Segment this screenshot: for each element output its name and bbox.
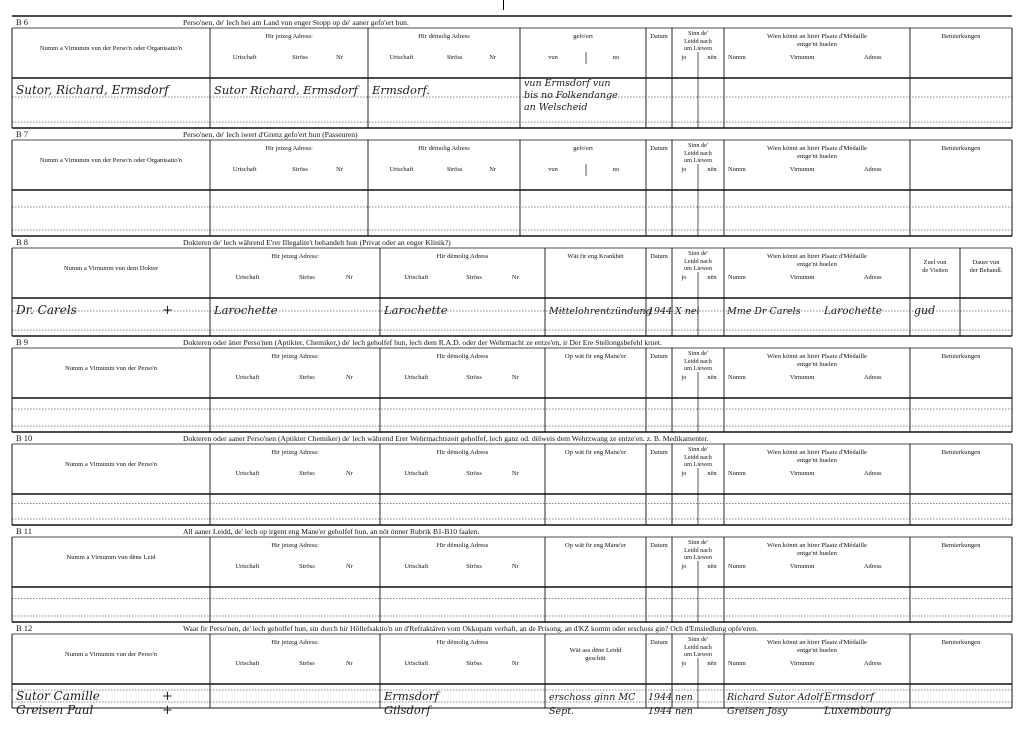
stross-label: Ströss xyxy=(446,166,463,173)
remarks-header: Bemierkungen xyxy=(941,542,981,549)
alive-header-1: Sinn de' xyxy=(688,250,708,257)
medal-header-1: Wien könnt an hirer Plaatz d'Médaille xyxy=(767,639,867,646)
date-header: Datum xyxy=(650,449,668,456)
urtschaft-label: Urtschaft xyxy=(235,274,260,281)
alive-header-1: Sinn de' xyxy=(688,350,708,357)
section-number: B 10 xyxy=(16,433,33,443)
alive-header-2: Leidd nach xyxy=(684,644,712,651)
entry-former-address: Ermsdorf xyxy=(384,689,439,703)
alive-header-2: Leidd nach xyxy=(684,38,712,45)
section-title: All aaner Leidd, de' lech op irgent eng Mane'er geholfef hun, an nöt önner Rubrik B1-B10 faalen. xyxy=(183,527,480,536)
entry-name: Sutor, Richard, Ermsdorf xyxy=(16,83,169,97)
urtschaft-label: Urtschaft xyxy=(389,54,414,61)
alive-header-2: Leidd nach xyxy=(684,454,712,461)
section-number: B 9 xyxy=(16,337,29,347)
alive-header-1: Sinn de' xyxy=(688,539,708,546)
entry-alive: X nei xyxy=(675,306,700,317)
no-label: nën xyxy=(707,374,717,381)
nr-label: Nr xyxy=(346,470,353,477)
medal-header-1: Wien könnt an hirer Plaatz d'Médaille xyxy=(767,33,867,40)
section-number: B 7 xyxy=(16,129,29,139)
former-address-header: Hir dëmolig Adress xyxy=(418,145,470,152)
section-title: Perso'nen, de' lech iwert d'Grenz gefo'ert hun (Passeuren) xyxy=(183,130,358,139)
medal-header-2: entge'nt huelen xyxy=(797,41,837,48)
date-header: Datum xyxy=(650,542,668,549)
deceased-mark: + xyxy=(162,303,173,318)
alive-header-2: Leidd nach xyxy=(684,150,712,157)
medal-firstname-label: Virnumm xyxy=(789,166,815,173)
entry-medal-name: Mme Dr Carels xyxy=(727,306,801,317)
middle-header: Wät ass dëne Leidd xyxy=(569,647,622,654)
former-address-header: Hir dëmolig Adress xyxy=(418,33,470,40)
date-header: Datum xyxy=(650,33,668,40)
urtschaft-label: Urtschaft xyxy=(235,660,260,667)
medal-firstname-label: Virnumm xyxy=(789,374,815,381)
medal-header-2: entge'nt huelen xyxy=(797,647,837,654)
nr-label: Nr xyxy=(346,374,353,381)
urtschaft-label: Urtschaft xyxy=(235,374,260,381)
medal-address-label: Adress xyxy=(863,470,882,477)
nr-label: Nr xyxy=(511,470,519,477)
from-label: vun xyxy=(548,54,558,61)
urtschaft-label: Urtschaft xyxy=(389,166,414,173)
date-header: Datum xyxy=(650,353,668,360)
column-name-header: Numm a Virnumm vun der Perso'n xyxy=(64,461,158,468)
medal-address-label: Adress xyxy=(863,660,882,667)
entry-alive: nen xyxy=(675,706,693,717)
entry-former-address: Larochette xyxy=(384,303,448,317)
entry-alive: nen xyxy=(675,692,693,703)
entry-name: Greisen Paul xyxy=(16,703,94,717)
entry-medal-name: Richard Sutor Adolf xyxy=(727,692,823,703)
medal-firstname-label: Virnumm xyxy=(789,470,815,477)
entry-name: Sutor Camille xyxy=(16,689,100,703)
middle-header: Op wät fir eng Mane'er xyxy=(564,449,627,456)
medal-surname-label: Numm xyxy=(728,470,746,477)
medal-header-2: entge'nt huelen xyxy=(797,361,837,368)
stross-label: Ströss xyxy=(299,374,315,381)
urtschaft-label: Urtschaft xyxy=(404,660,429,667)
deceased-mark: + xyxy=(162,689,173,704)
to-label: no xyxy=(612,166,620,173)
yes-label: jo xyxy=(681,374,687,381)
nr-label: Nr xyxy=(511,563,519,570)
stross-label: Ströss xyxy=(299,274,315,281)
no-label: nën xyxy=(707,470,717,477)
section-title: Perso'nen, de' lech hei am Land vun enger Stopp op de' aaner gefo'ert hun. xyxy=(183,18,409,27)
urtschaft-label: Urtschaft xyxy=(404,563,429,570)
visits-header-1: Zuel vun xyxy=(923,259,947,266)
nr-label: Nr xyxy=(336,166,343,173)
yes-label: jo xyxy=(681,274,687,281)
urtschaft-label: Urtschaft xyxy=(404,374,429,381)
entry-date: 1944 xyxy=(648,706,673,717)
stross-label: Ströss xyxy=(292,166,308,173)
current-address-header: Hir jetzeg Adress: xyxy=(271,542,319,549)
no-label: nën xyxy=(707,660,717,667)
former-address-header: Hir dëmolig Adress xyxy=(436,449,489,456)
nr-label: Nr xyxy=(511,660,519,667)
medal-firstname-label: Virnumm xyxy=(789,563,815,570)
alive-header-1: Sinn de' xyxy=(688,636,708,643)
remarks-header: Bemierkungen xyxy=(941,145,981,152)
alive-header-1: Sinn de' xyxy=(688,446,708,453)
medal-address-label: Adress xyxy=(863,274,882,281)
urtschaft-label: Urtschaft xyxy=(235,470,260,477)
urtschaft-label: Urtschaft xyxy=(235,563,260,570)
entry-medal-address: Luxembourg xyxy=(824,705,892,717)
entry-medal-address: Larochette xyxy=(824,305,883,317)
medal-address-label: Adress xyxy=(863,374,882,381)
medal-firstname-label: Virnumm xyxy=(789,274,815,281)
transported-header: gefo'ert xyxy=(573,145,593,152)
no-label: nën xyxy=(707,166,717,173)
yes-label: jo xyxy=(681,660,687,667)
medal-firstname-label: Virnumm xyxy=(789,660,815,667)
section-title: Dokteren oder äner Perso'nen (Aptikter, Chemiker,) de' lech geholfef hun, lech dem R.A.D. oder der Wehrmacht ze entze'en, ir Der Ere Stellongsbefehl kruet. xyxy=(183,338,662,347)
from-label: vun xyxy=(548,166,558,173)
stross-label: Ströss xyxy=(299,563,315,570)
medal-header-1: Wien könnt an hirer Plaatz d'Médaille xyxy=(767,353,867,360)
former-address-header: Hir dëmolig Adress xyxy=(436,253,489,260)
alive-header-3: um Liewen xyxy=(683,265,713,272)
column-name-header: Numm a Virnumm vun der Perso'n xyxy=(64,365,158,372)
column-name-header: Numm a Virnumm vun der Perso'n xyxy=(64,651,158,658)
middle-header: Wät fir eng Krankhët xyxy=(567,253,624,260)
middle-header-cont: geschitt xyxy=(585,655,606,662)
medal-header-2: entge'nt huelen xyxy=(797,261,837,268)
remarks-header: Bemierkungen xyxy=(941,353,981,360)
entry-medal-name: Greisen Josy xyxy=(727,706,788,717)
medal-header-2: entge'nt huelen xyxy=(797,153,837,160)
medal-surname-label: Numm xyxy=(728,166,746,173)
current-address-header: Hir jetzeg Adress: xyxy=(265,145,313,152)
middle-header: Op wät fir eng Mane'er xyxy=(564,542,627,549)
medal-surname-label: Numm xyxy=(728,374,746,381)
former-address-header: Hir dëmolig Adress xyxy=(436,542,489,549)
section-number: B 12 xyxy=(16,623,33,633)
medal-surname-label: Numm xyxy=(728,660,746,667)
section-number: B 8 xyxy=(16,237,29,247)
page-top-mark xyxy=(503,0,504,10)
former-address-header: Hir dëmolig Adress xyxy=(436,639,489,646)
medal-address-label: Adress xyxy=(863,563,882,570)
entry-date: 1944 xyxy=(648,306,673,317)
entry-current-address: Larochette xyxy=(214,303,278,317)
column-name-header: Numm a Virnumm vun dem Dokter xyxy=(63,265,159,272)
entry-route-line: bis no Folkendange xyxy=(524,90,618,101)
section-number: B 6 xyxy=(16,17,29,27)
current-address-header: Hir jetzeg Adress: xyxy=(271,353,319,360)
medal-header-2: entge'nt huelen xyxy=(797,457,837,464)
current-address-header: Hir jetzeg Adress: xyxy=(265,33,313,40)
medal-surname-label: Numm xyxy=(728,274,746,281)
yes-label: jo xyxy=(681,563,687,570)
entry-detail: erschoss ginn MC xyxy=(549,692,636,703)
stross-label: Ströss xyxy=(446,54,463,61)
alive-header-1: Sinn de' xyxy=(688,142,708,149)
entry-detail: Mittelohrentzündung xyxy=(549,306,652,317)
medal-address-label: Adress xyxy=(863,54,882,61)
yes-label: jo xyxy=(681,166,687,173)
stross-label: Ströss xyxy=(292,54,308,61)
nr-label: Nr xyxy=(489,166,497,173)
column-name-header: Numm a Virnumm vun der Perso'n oder Organisatio'n xyxy=(39,157,183,164)
yes-label: jo xyxy=(681,54,687,61)
urtschaft-label: Urtschaft xyxy=(232,54,257,61)
stross-label: Ströss xyxy=(466,274,482,281)
nr-label: Nr xyxy=(489,54,497,61)
nr-label: Nr xyxy=(346,274,353,281)
nr-label: Nr xyxy=(346,563,353,570)
urtschaft-label: Urtschaft xyxy=(404,274,429,281)
stross-label: Ströss xyxy=(466,563,482,570)
entry-date: 1944 xyxy=(648,692,673,703)
alive-header-3: um Liewen xyxy=(683,157,713,164)
visits-header-2: de Visiten xyxy=(922,267,948,274)
medal-header-1: Wien könnt an hirer Plaatz d'Médaille xyxy=(767,145,867,152)
duration-header-2: der Behandl. xyxy=(969,267,1003,274)
medal-header-1: Wien könnt an hirer Plaatz d'Médaille xyxy=(767,253,867,260)
entry-route-line: an Welscheid xyxy=(524,102,588,113)
alive-header-2: Leidd nach xyxy=(684,547,712,554)
no-label: nën xyxy=(707,274,717,281)
current-address-header: Hir jetzeg Adress: xyxy=(271,449,319,456)
remarks-header: Bemierkungen xyxy=(941,639,981,646)
medal-surname-label: Numm xyxy=(728,54,746,61)
no-label: nën xyxy=(707,563,717,570)
alive-header-1: Sinn de' xyxy=(688,30,708,37)
middle-header: Op wät fir eng Mane'er xyxy=(564,353,627,360)
entry-route-line: vun Ermsdorf vun xyxy=(524,78,611,89)
stross-label: Ströss xyxy=(466,660,482,667)
no-label: nën xyxy=(707,54,717,61)
duration-header-1: Dauer vun xyxy=(972,259,1000,266)
entry-detail: Sept. xyxy=(549,706,575,717)
stross-label: Ströss xyxy=(299,470,315,477)
medal-surname-label: Numm xyxy=(728,563,746,570)
former-address-header: Hir dëmolig Adress xyxy=(436,353,489,360)
date-header: Datum xyxy=(650,145,668,152)
medal-header-1: Wien könnt an hirer Plaatz d'Médaille xyxy=(767,449,867,456)
medal-header-2: entge'nt huelen xyxy=(797,550,837,557)
entry-medal-address: Ermsdorf xyxy=(824,691,874,703)
entry-former-address: Gilsdorf xyxy=(384,703,431,717)
stross-label: Ströss xyxy=(299,660,315,667)
nr-label: Nr xyxy=(346,660,353,667)
yes-label: jo xyxy=(681,470,687,477)
nr-label: Nr xyxy=(511,374,519,381)
nr-label: Nr xyxy=(511,274,519,281)
medal-header-1: Wien könnt an hirer Plaatz d'Médaille xyxy=(767,542,867,549)
current-address-header: Hir jetzeg Adress: xyxy=(271,253,319,260)
medal-firstname-label: Virnumm xyxy=(789,54,815,61)
alive-header-3: um Liewen xyxy=(683,461,713,468)
remarks-header: Bemierkungen xyxy=(941,449,981,456)
current-address-header: Hir jetzeg Adress: xyxy=(271,639,319,646)
stross-label: Ströss xyxy=(466,470,482,477)
urtschaft-label: Urtschaft xyxy=(404,470,429,477)
alive-header-3: um Liewen xyxy=(683,651,713,658)
section-number: B 11 xyxy=(16,526,32,536)
date-header: Datum xyxy=(650,253,668,260)
remarks-header: Bemierkungen xyxy=(941,33,981,40)
section-title: Waat fir Perso'nen, de' lech geholfef hun, sin durch hir Höllefsaktio'n un d'Refraktären vom Okkupant verhaft, an de Prisong, an d'KZ komm oder erschoss gin? Och d'Emsiedlung opfe'eren. xyxy=(183,624,758,633)
alive-header-3: um Liewen xyxy=(683,45,713,52)
column-name-header: Numm a Virnumm vun der Perso'n oder Organisatio'n xyxy=(39,45,183,52)
to-label: no xyxy=(612,54,620,61)
alive-header-2: Leidd nach xyxy=(684,358,712,365)
stross-label: Ströss xyxy=(466,374,482,381)
alive-header-2: Leidd nach xyxy=(684,258,712,265)
column-name-header: Numm a Virnumm vun dëne Leid xyxy=(66,554,156,561)
alive-header-3: um Liewen xyxy=(683,365,713,372)
date-header: Datum xyxy=(650,639,668,646)
urtschaft-label: Urtschaft xyxy=(232,166,257,173)
entry-former-address: Ermsdorf. xyxy=(372,83,430,97)
alive-header-3: um Liewen xyxy=(683,554,713,561)
section-title: Dokteren oder aaner Perso'nen (Aptikter Chemiker) de' lech während Erer Wehrmachtszeit geholfef, lech ganz od. dëlweis dem Wehrzwang ze entze'en. z. B. Medikamenter. xyxy=(183,434,709,443)
medal-address-label: Adress xyxy=(863,166,882,173)
nr-label: Nr xyxy=(336,54,343,61)
entry-current-address: Sutor Richard, Ermsdorf xyxy=(214,83,358,97)
entry-name: Dr. Carels xyxy=(16,303,77,317)
section-title: Dokteren de' lech während E'rer Illegalite't behandelt hun (Privat oder an enger Klinik?) xyxy=(183,238,451,247)
entry-visits: gud xyxy=(914,304,936,317)
transported-header: gefo'ert xyxy=(573,33,593,40)
deceased-mark: + xyxy=(162,703,173,718)
